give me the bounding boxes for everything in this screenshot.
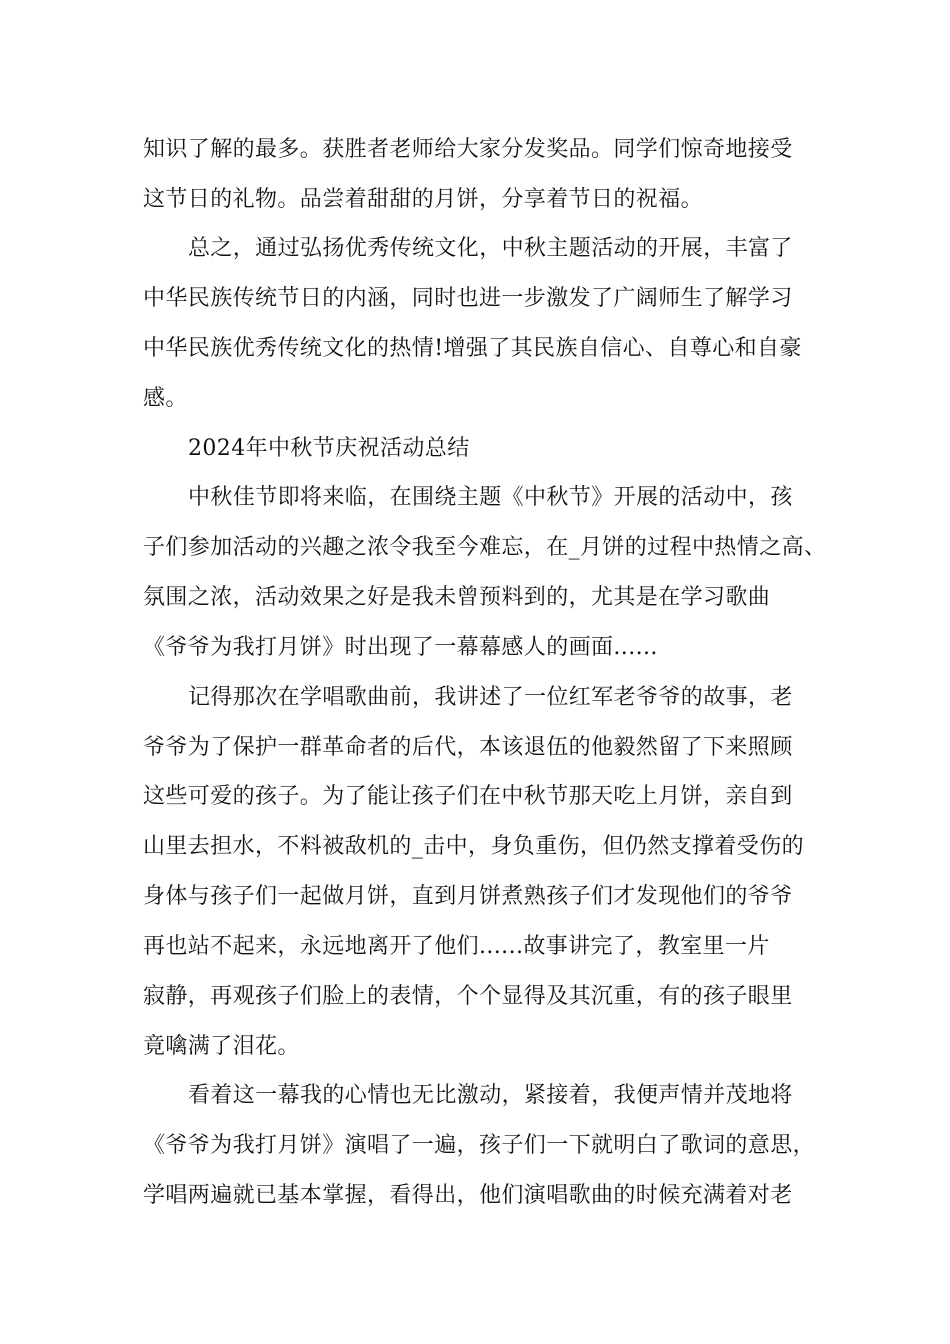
text-line: 再也站不起来，永远地离开了他们......故事讲完了，教室里一片 [143,934,770,959]
text-line: 竟噙满了泪花。 [143,1034,300,1059]
text-line: 子们参加活动的兴趣之浓令我至今难忘，在_月饼的过程中热情之高、 [143,535,827,560]
text-line: 寂静，再观孩子们脸上的表情，个个显得及其沉重，有的孩子眼里 [143,984,793,1009]
text-line: 感。 [143,386,188,411]
text-line: 《爷爷为我打月饼》时出现了一幕幕感人的画面...... [143,635,658,660]
text-line: 这节日的礼物。品尝着甜甜的月饼，分享着节日的祝福。 [143,187,704,212]
text-line: 身体与孩子们一起做月饼，直到月饼煮熟孩子们才发现他们的爷爷 [143,884,793,909]
section-heading: 2024年中秋节庆祝活动总结 [188,436,470,461]
text-line: 爷爷为了保护一群革命者的后代，本该退伍的他毅然留了下来照顾 [143,735,793,760]
text-line: 中华民族优秀传统文化的热情!增强了其民族自信心、自尊心和自豪 [143,336,802,361]
text-line: 记得那次在学唱歌曲前，我讲述了一位红军老爷爷的故事，老 [188,685,793,710]
text-line: 总之，通过弘扬优秀传统文化，中秋主题活动的开展，丰富了 [188,236,793,261]
text-line: 氛围之浓，活动效果之好是我未曾预料到的，尤其是在学习歌曲 [143,585,771,610]
text-line: 中华民族传统节日的内涵，同时也进一步激发了广阔师生了解学习 [143,286,793,311]
text-line: 山里去担水，不料被敌机的_击中，身负重伤，但仍然支撑着受伤的 [143,834,805,859]
text-line: 这些可爱的孩子。为了能让孩子们在中秋节那天吃上月饼，亲自到 [143,784,793,809]
text-line: 看着这一幕我的心情也无比激动，紧接着，我便声情并茂地将 [188,1083,793,1108]
text-line: 学唱两遍就已基本掌握，看得出，他们演唱歌曲的时候充满着对老 [143,1183,793,1208]
text-line: 中秋佳节即将来临，在围绕主题《中秋节》开展的活动中，孩 [188,485,793,510]
text-line: 《爷爷为我打月饼》演唱了一遍，孩子们一下就明白了歌词的意思， [143,1133,816,1158]
text-line: 知识了解的最多。获胜者老师给大家分发奖品。同学们惊奇地接受 [143,137,793,162]
